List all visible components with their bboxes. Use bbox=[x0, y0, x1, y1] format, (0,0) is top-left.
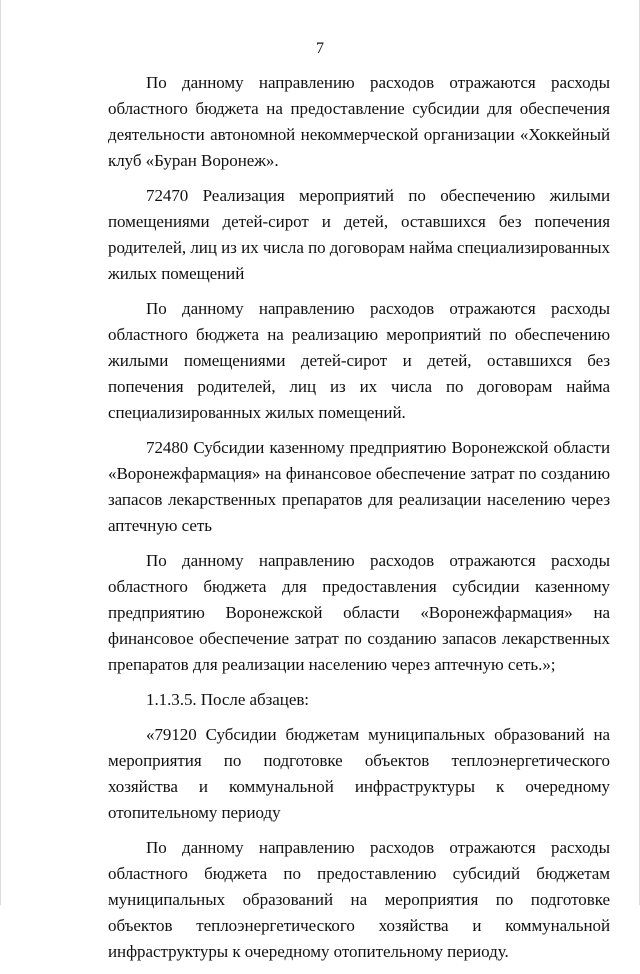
paragraph-6: 1.1.3.5. После абзацев: bbox=[146, 690, 309, 709]
paragraph-4: 72480 Субсидии казенному предприятию Воронежской области «Воронежфармация» на финансовое обеспечение затрат по созданию запасов лекарственных препаратов для реализации населению через аптечную сеть bbox=[108, 438, 610, 535]
page-number: 7 bbox=[316, 40, 324, 57]
paragraph-5: По данному направлению расходов отражаются расходы областного бюджета для предоставления субсидии казенному предприятию Воронежской области «Воронежфармация» на финансовое обеспечение затрат по созданию запасов лекарственных препаратов для реализации населению через аптечную сеть.»; bbox=[108, 551, 610, 674]
paragraph-2: 72470 Реализация мероприятий по обеспечению жилыми помещениями детей-сирот и детей, оставшихся без попечения родителей, лиц из их числа по договорам найма специализированных жилых помещений bbox=[108, 186, 610, 283]
left-scan-edge bbox=[0, 0, 1, 905]
paragraph-3: По данному направлению расходов отражаются расходы областного бюджета на реализацию мероприятий по обеспечению жилыми помещениями детей-сирот и детей, оставшихся без попечения родителей, лиц из их числа по договорам найма специализированных жилых помещений. bbox=[108, 299, 610, 422]
paragraph-8: По данному направлению расходов отражаются расходы областного бюджета по предоставлению субсидий бюджетам муниципальных образований на мероприятия по подготовке объектов теплоэнергетического хозяйства и коммунальной инфраструктуры к очередному отопительному периоду. bbox=[108, 838, 610, 961]
document-body bbox=[108, 70, 610, 974]
paragraph-1: По данному направлению расходов отражаются расходы областного бюджета на предоставление субсидии для обеспечения деятельности автономной некоммерческой организации «Хоккейный клуб «Буран Воронеж». bbox=[108, 73, 610, 170]
paragraph-7: «79120 Субсидии бюджетам муниципальных образований на мероприятия по подготовке объектов теплоэнергетического хозяйства и коммунальной инфраструктуры к очередному отопительному периоду bbox=[108, 725, 610, 822]
